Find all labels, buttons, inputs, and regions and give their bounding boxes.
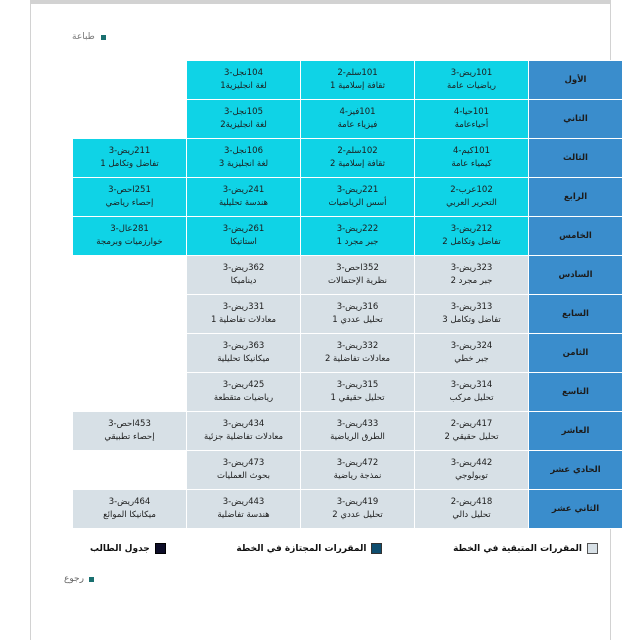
course-code: 473ريض-3 [222, 458, 265, 468]
course-cell [301, 139, 415, 178]
course-name: تحليل عددي 2 [332, 510, 383, 520]
course-code: 417ريض-2 [450, 419, 493, 429]
course-code: 211ريض-3 [108, 146, 151, 156]
course-code: 212ريض-3 [450, 224, 493, 234]
level-row [73, 139, 623, 178]
course-cell [301, 61, 415, 100]
level-row [73, 100, 623, 139]
course-code: 313ريض-3 [450, 302, 493, 312]
level-header: الرابع [529, 178, 623, 217]
course-name: تفاضل وتكامل 2 [442, 237, 501, 247]
course-cell [301, 178, 415, 217]
level-header: الخامس [529, 217, 623, 256]
course-cell [415, 412, 529, 451]
level-header: العاشر [529, 412, 623, 451]
empty-cell [73, 295, 187, 334]
level-row [73, 61, 623, 100]
empty-cell [73, 256, 187, 295]
course-cell [187, 373, 301, 412]
course-name: جبر خطي [454, 354, 489, 364]
course-name: تفاضل وتكامل 1 [100, 159, 159, 169]
course-name: التحرير العربي [446, 198, 497, 208]
level-row [73, 334, 623, 373]
course-code: 221ريض-3 [336, 185, 379, 195]
course-name: هندسة تحليلية [218, 198, 269, 208]
course-cell [187, 334, 301, 373]
course-name: ميكانيكا الموائع [103, 510, 156, 520]
empty-cell [73, 100, 187, 139]
course-cell [415, 139, 529, 178]
level-header: الثاني عشر [529, 490, 623, 529]
course-code: 104نجل-3 [223, 68, 263, 78]
course-code: 241ريض-3 [222, 185, 265, 195]
course-cell [73, 490, 187, 529]
back-link[interactable] [64, 574, 94, 584]
course-code: 363ريض-3 [222, 341, 265, 351]
course-cell [187, 256, 301, 295]
course-code: 434ريض-3 [222, 419, 265, 429]
course-code: 105نجل-3 [223, 107, 263, 117]
course-cell [187, 61, 301, 100]
course-code: 362ريض-3 [222, 263, 265, 273]
course-name: ديناميكا [230, 276, 257, 286]
course-cell [415, 295, 529, 334]
course-name: الطرق الرياضية [330, 432, 385, 442]
course-name: توبولوجي [455, 471, 488, 481]
course-code: 102سلم-2 [337, 146, 378, 156]
course-cell [301, 451, 415, 490]
course-cell [301, 373, 415, 412]
course-code: 315ريض-3 [336, 380, 379, 390]
course-name: إحصاء رياضي [105, 198, 154, 208]
course-cell [415, 490, 529, 529]
course-cell [187, 295, 301, 334]
level-row [73, 451, 623, 490]
course-code: 101كيم-4 [453, 146, 490, 156]
square-bullet-icon [101, 35, 106, 40]
course-cell [187, 451, 301, 490]
level-header: السابع [529, 295, 623, 334]
course-cell [187, 490, 301, 529]
course-code: 251احص-3 [108, 185, 151, 195]
course-name: لغة انجليزية1 [220, 81, 267, 91]
course-cell [415, 217, 529, 256]
level-row [73, 373, 623, 412]
course-cell [415, 256, 529, 295]
course-name: رياضيات عامة [447, 81, 496, 91]
course-name: تحليل مركب [449, 393, 494, 403]
remaining-swatch-icon [587, 543, 598, 554]
legend-schedule-label: جدول الطالب [90, 543, 150, 554]
course-name: بحوث العمليات [217, 471, 270, 481]
course-cell [415, 178, 529, 217]
passed-swatch-icon [371, 543, 382, 554]
course-cell [73, 412, 187, 451]
legend-remaining-label: المقررات المتبقية في الخطة [453, 543, 582, 554]
course-cell [415, 100, 529, 139]
level-header: الحادي عشر [529, 451, 623, 490]
course-name: تفاضل وتكامل 3 [442, 315, 501, 325]
course-cell [73, 217, 187, 256]
course-code: 222ريض-3 [336, 224, 379, 234]
legend-remaining [453, 543, 598, 554]
course-cell [73, 139, 187, 178]
course-code: 106نجل-3 [223, 146, 263, 156]
course-code: 101فيز-4 [339, 107, 376, 117]
level-header: الأول [529, 61, 623, 100]
course-code: 453احص-3 [108, 419, 151, 429]
course-name: ثقافة إسلامية 2 [330, 159, 385, 169]
course-cell [301, 412, 415, 451]
empty-cell [73, 373, 187, 412]
course-code: 331ريض-3 [222, 302, 265, 312]
level-row [73, 256, 623, 295]
course-code: 433ريض-3 [336, 419, 379, 429]
print-label: طباعة [72, 32, 95, 42]
page-frame-left [30, 0, 31, 640]
level-header: السادس [529, 256, 623, 295]
course-name: جبر مجرد 1 [336, 237, 379, 247]
course-name: جبر مجرد 2 [450, 276, 493, 286]
course-name: فيزياء عامة [337, 120, 378, 130]
course-cell [187, 100, 301, 139]
course-code: 418ريض-2 [450, 497, 493, 507]
level-header: الثاني [529, 100, 623, 139]
course-code: 101سلم-2 [337, 68, 378, 78]
page-frame-top [30, 0, 611, 4]
course-name: أحياءعامة [454, 120, 489, 130]
course-name: هندسة تفاضلية [217, 510, 270, 520]
course-name: تحليل عددي 1 [332, 315, 383, 325]
level-row [73, 217, 623, 256]
course-code: 101ريض-3 [450, 68, 493, 78]
course-code: 442ريض-3 [450, 458, 493, 468]
course-code: 261ريض-3 [222, 224, 265, 234]
course-code: 323ريض-3 [450, 263, 493, 273]
course-cell [301, 100, 415, 139]
course-name: تحليل حقيقي 1 [330, 393, 385, 403]
course-name: تحليل حقيقي 2 [444, 432, 499, 442]
course-name: معادلات تفاضلية 2 [324, 354, 391, 364]
empty-cell [73, 334, 187, 373]
course-cell [301, 295, 415, 334]
course-cell [415, 451, 529, 490]
course-name: لغة انجليزية2 [220, 120, 267, 130]
legend [90, 543, 598, 554]
course-code: 332ريض-3 [336, 341, 379, 351]
course-name: خوارزميات وبرمجة [96, 237, 163, 247]
square-bullet-icon [89, 577, 94, 582]
empty-cell [73, 451, 187, 490]
back-label: رجوع [64, 574, 84, 584]
course-cell [301, 217, 415, 256]
course-name: ثقافة إسلامية 1 [330, 81, 385, 91]
course-cell [301, 490, 415, 529]
course-code: 419ريض-3 [336, 497, 379, 507]
course-code: 324ريض-3 [450, 341, 493, 351]
legend-schedule [90, 543, 166, 554]
course-code: 102عرب-2 [450, 185, 493, 195]
course-code: 425ريض-3 [222, 380, 265, 390]
course-name: معادلات تفاضلية 1 [210, 315, 277, 325]
course-cell [187, 412, 301, 451]
level-row [73, 178, 623, 217]
level-row [73, 412, 623, 451]
study-plan-table [72, 60, 623, 529]
course-code: 464ريض-3 [108, 497, 151, 507]
course-cell [415, 373, 529, 412]
course-code: 472ريض-3 [336, 458, 379, 468]
course-name: ميكانيكا تحليلية [217, 354, 270, 364]
print-link[interactable] [72, 32, 106, 42]
level-header: التاسع [529, 373, 623, 412]
course-cell [301, 256, 415, 295]
course-cell [187, 217, 301, 256]
course-code: 443ريض-3 [222, 497, 265, 507]
course-cell [73, 178, 187, 217]
course-name: تحليل دالي [452, 510, 491, 520]
course-code: 316ريض-3 [336, 302, 379, 312]
course-name: معادلات تفاضلية جزئية [203, 432, 284, 442]
course-name: كيمياء عامة [451, 159, 492, 169]
level-row [73, 295, 623, 334]
level-row [73, 490, 623, 529]
course-name: إحصاء تطبيقي [104, 432, 155, 442]
legend-passed [236, 543, 382, 554]
course-code: 101حيا-4 [453, 107, 490, 117]
course-name: نظرية الإحتمالات [327, 276, 388, 286]
course-name: نمذجة رياضية [333, 471, 382, 481]
level-header: الثامن [529, 334, 623, 373]
course-code: 314ريض-3 [450, 380, 493, 390]
course-code: 281عال-3 [110, 224, 149, 234]
level-header: الثالث [529, 139, 623, 178]
course-cell [187, 139, 301, 178]
legend-passed-label: المقررات المجتازة في الخطة [236, 543, 367, 554]
empty-cell [73, 61, 187, 100]
course-code: 352احص-3 [336, 263, 379, 273]
course-name: أسس الرياضيات [328, 198, 387, 208]
schedule-swatch-icon [155, 543, 166, 554]
course-cell [415, 61, 529, 100]
course-name: لغة انجليزية 3 [218, 159, 269, 169]
course-cell [415, 334, 529, 373]
course-name: رياضيات متقطعة [213, 393, 274, 403]
course-name: استاتيكا [230, 237, 257, 247]
course-cell [301, 334, 415, 373]
course-cell [187, 178, 301, 217]
